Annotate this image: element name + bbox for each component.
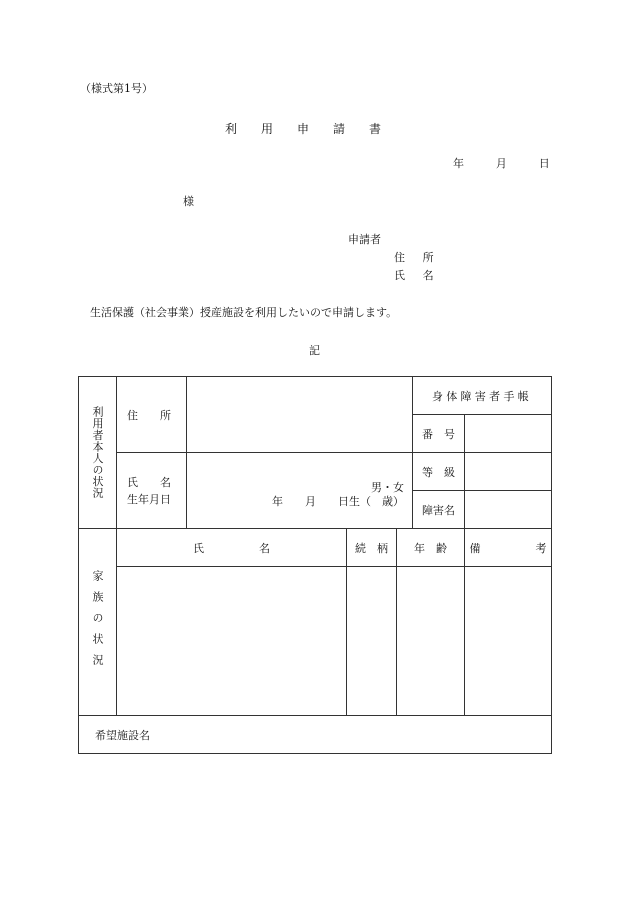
application-table	[78, 376, 552, 754]
number-label-cell	[413, 415, 465, 453]
dob-value: 年 月 日生（ 歳）	[272, 495, 404, 508]
grade-label: 等 級	[422, 465, 455, 479]
family-col-name: 氏 名	[117, 529, 347, 567]
name-dob-input[interactable]	[187, 453, 413, 529]
family-col-remarks: 備 考	[465, 529, 552, 567]
name-label: 氏 名	[127, 476, 171, 489]
person-section-label-cell	[79, 377, 117, 529]
address-input[interactable]	[187, 377, 413, 453]
family-col-age: 年 齢	[397, 529, 465, 567]
handbook-header-cell	[413, 377, 552, 415]
family-name-input[interactable]	[117, 567, 347, 716]
number-input[interactable]	[465, 415, 552, 453]
disability-label-cell	[413, 491, 465, 529]
address-label-cell	[117, 377, 187, 453]
family-age-input[interactable]	[397, 567, 465, 716]
family-section-label-cell	[79, 529, 117, 716]
disability-label: 障害名	[422, 503, 455, 517]
family-remarks-input[interactable]	[465, 567, 552, 716]
applicant-address-label: 住 所	[394, 251, 437, 264]
applicant-name-label: 氏 名	[394, 269, 437, 282]
grade-label-cell	[413, 453, 465, 491]
number-label: 番 号	[422, 427, 455, 441]
name-dob-label-cell	[117, 453, 187, 529]
dob-label: 生年月日	[127, 493, 171, 506]
family-col-relation: 続 柄	[347, 529, 397, 567]
request-text: 生活保護（社会事業）授産施設を利用したいので申請します。	[90, 306, 398, 319]
date-line: 年 月 日	[453, 157, 554, 170]
family-section-label: 家族の状況	[91, 569, 104, 675]
form-number: （様式第1号）	[80, 82, 153, 95]
page-title: 利 用 申 請 書	[225, 122, 388, 136]
facility-label: 希望施設名	[95, 728, 150, 742]
applicant-label: 申請者	[348, 233, 381, 246]
ki-label: 記	[309, 344, 320, 357]
person-section-label: 利用者本人の状況	[91, 406, 104, 499]
address-label: 住 所	[127, 408, 171, 422]
grade-input[interactable]	[465, 453, 552, 491]
handbook-header: 身体障害者手帳	[431, 389, 533, 403]
addressee: 様	[183, 195, 194, 208]
disability-input[interactable]	[465, 491, 552, 529]
gender-choice[interactable]: 男・女	[371, 481, 404, 494]
facility-row[interactable]	[79, 716, 552, 754]
family-relation-input[interactable]	[347, 567, 397, 716]
